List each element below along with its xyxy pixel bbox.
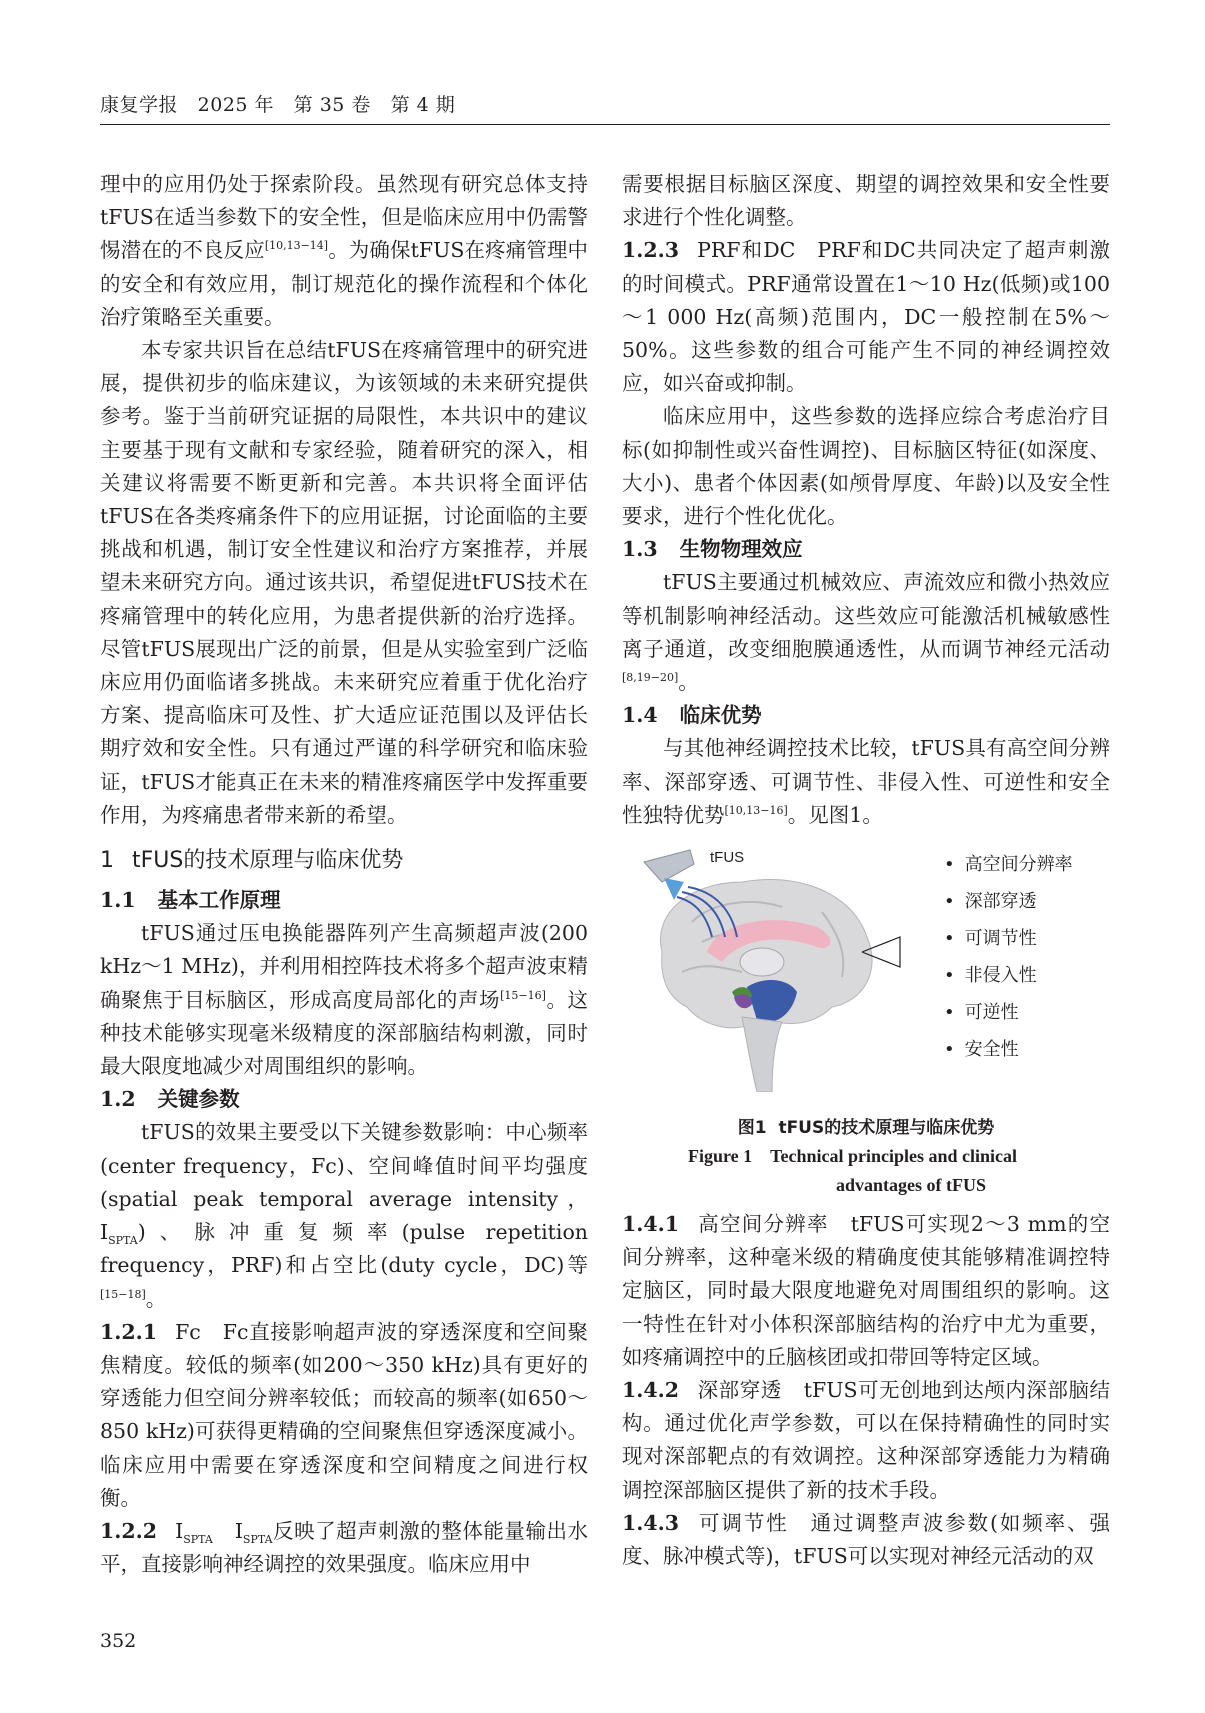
citation: [8,19−20] [622,671,679,685]
list-item: • 可调节性 [944,920,1073,957]
journal-issue: 第 4 期 [390,94,456,116]
brainstem-icon [742,1017,782,1092]
tfus-label: tFUS [710,849,745,867]
paragraph: 需要根据目标脑区深度、期望的调控效果和安全性要求进行个性化调整。 [622,172,1110,230]
citation: [15−16] [500,988,546,1002]
subsection-heading-1-2: 1.2 关键参数 [100,1087,240,1112]
paragraph: tFUS的效果主要受以下关键参数影响：中心频率(center frequency，Fc)、空间峰值时间平均强度(spatial peak temporal average intensity，$I_{SPTA}$)、脉冲重复频率(pulse repetition frequency，PRF)和占空比(duty cycle，DC)等[15−18]。 [100,1120,588,1311]
list-item: • 可逆性 [944,994,1073,1031]
transducer-icon [644,850,694,882]
header-rule [100,124,1110,125]
list-item: • 非侵入性 [944,957,1073,994]
subsection-heading-1-1: 1.1 基本工作原理 [100,888,281,913]
section-heading-1: 1 tFUS的技术原理与临床优势 [100,848,404,874]
subsection-heading-1-3: 1.3 生物物理效应 [622,537,803,562]
paragraph: tFUS通过压电换能器阵列产生高频超声波(200 kHz～1 MHz)，并利用相控阵技术将多个超声波束精确聚焦于目标脑区，形成高度局部化的声场[15−16]。这种技术能够实现毫米级精度的深部脑结构刺激，同时最大限度地减少对周围组织的影响。 [100,921,589,1079]
paragraph-1-2-3: 1.2.3 PRF和DC PRF和DC共同决定了超声刺激的时间模式。PRF通常设置在1～10 Hz(低频)或100～1 000 Hz(高频)范围内，DC一般控制在5%～50%。这些参数的组合可能产生不同的神经调控效应，如兴奋或抑制。 [622,238,1111,396]
paragraph-1-4-2: 1.4.2 深部穿透 tFUS可无创地到达颅内深部脑结构。通过优化声学参数，可以在保持精确性的同时实现对深部靶点的有效调控。这种深部穿透能力为精确调控深部脑区提供了新的技术手段。 [622,1378,1110,1502]
page-number: 352 [100,1630,137,1652]
paragraph: 本专家共识旨在总结tFUS在疼痛管理中的研究进展，提供初步的临床建议，为该领域的未来研究提供参考。鉴于当前研究证据的局限性，本共识中的建议主要基于现有文献和专家经验，随着研究的深入，相关建议将需要不断更新和完善。本共识将全面评估tFUS在各类疼痛条件下的应用证据，讨论面临的主要挑战和机遇，制订安全性建议和治疗方案推荐，并展望未来研究方向。通过该共识，希望促进tFUS技术在疼痛管理中的转化应用，为患者提供新的治疗选择。尽管tFUS展现出广泛的前景，但是从实验室到广泛临床应用仍面临诸多挑战。未来研究应着重于优化治疗方案、提高临床可及性、扩大适应证范围以及评估长期疗效和安全性。只有通过严谨的科学研究和临床验证，tFUS才能真正在未来的精准疼痛医学中发挥重要作用，为疼痛患者带来新的希望。 [100,338,588,827]
brain-illustration [622,842,942,1092]
running-header [100,90,1110,117]
journal-volume: 第 35 卷 [293,94,371,116]
list-item: • 安全性 [944,1031,1073,1068]
paragraph-1-2-1: 1.2.1 Fc Fc直接影响超声波的穿透深度和空间聚焦精度。较低的频率(如200～350 kHz)具有更好的穿透能力但空间分辨率较低；而较高的频率(如650～850 kHz)可获得更精确的空间聚焦但穿透深度减小。临床应用中需要在穿透深度和空间精度之间进行权衡。 [100,1319,588,1510]
left-column [100,168,588,1581]
list-item: • 高空间分辨率 [944,846,1073,883]
subsection-heading-1-4: 1.4 临床优势 [622,703,762,728]
figure-caption-en: Figure 1 Technical principles and clinical advantages of tFUS [688,1146,1018,1196]
figure-caption-cn: 图1 tFUS的技术原理与临床优势 [737,1118,995,1139]
list-item: • 深部穿透 [944,883,1073,920]
paragraph-1-4-1: 1.4.1 高空间分辨率 tFUS可实现2～3 mm的空间分辨率，这种毫米级的精确度使其能够精准调控特定脑区，同时最大限度地避免对周围组织的影响。这一特性在针对小体积深部脑结构的治疗中尤为重要，如疼痛调控中的丘脑核团或扣带回等特定区域。 [622,1212,1111,1369]
paragraph: tFUS主要通过机械效应、声流效应和微小热效应等机制影响神经活动。这些效应可能激活机械敏感性离子通道，改变细胞膜通透性，从而调节神经元活动[8,19−20]。 [622,570,1110,695]
figure-1 [622,842,1110,1112]
thalamus-icon [740,948,784,976]
citation: [10,13−14] [264,239,329,253]
paragraph: 理中的应用仍处于探索阶段。虽然现有研究总体支持tFUS在适当参数下的安全性，但是临床应用中仍需警惕潜在的不良反应[10,13−14]。为确保tFUS在疼痛管理中的安全和有效应用，制订规范化的操作流程和个体化治疗策略至关重要。 [100,172,588,329]
citation: [15−18] [100,1287,146,1301]
advantages-list [944,846,1073,1068]
paragraph: 临床应用中，这些参数的选择应综合考虑治疗目标(如抑制性或兴奋性调控)、目标脑区特征(如深度、大小)、患者个体因素(如颅骨厚度、年龄)以及安全性要求，进行个性化优化。 [622,404,1110,529]
right-column [622,168,1110,1573]
paragraph-1-4-3: 1.4.3 可调节性 通过调整声波参数(如频率、强度、脉冲模式等)，tFUS可以实现对神经元活动的双 [622,1510,1110,1569]
citation: [10,13−16] [724,804,788,818]
journal-year: 2025 年 [197,94,275,116]
ultrasound-beam-icon [664,878,684,900]
journal-name: 康复学报 [100,94,179,116]
paragraph-1-2-2: 1.2.2 $I_{SPTA}$ $I_{SPTA}$反映了超声刺激的整体能量输出水平，直接影响神经调控的效果强度。临床应用中 [100,1518,588,1577]
paragraph: 与其他神经调控技术比较，tFUS具有高空间分辨率、深部穿透、可调节性、非侵入性、可逆性和安全性独特优势[10,13−16]。见图1。 [622,736,1110,827]
